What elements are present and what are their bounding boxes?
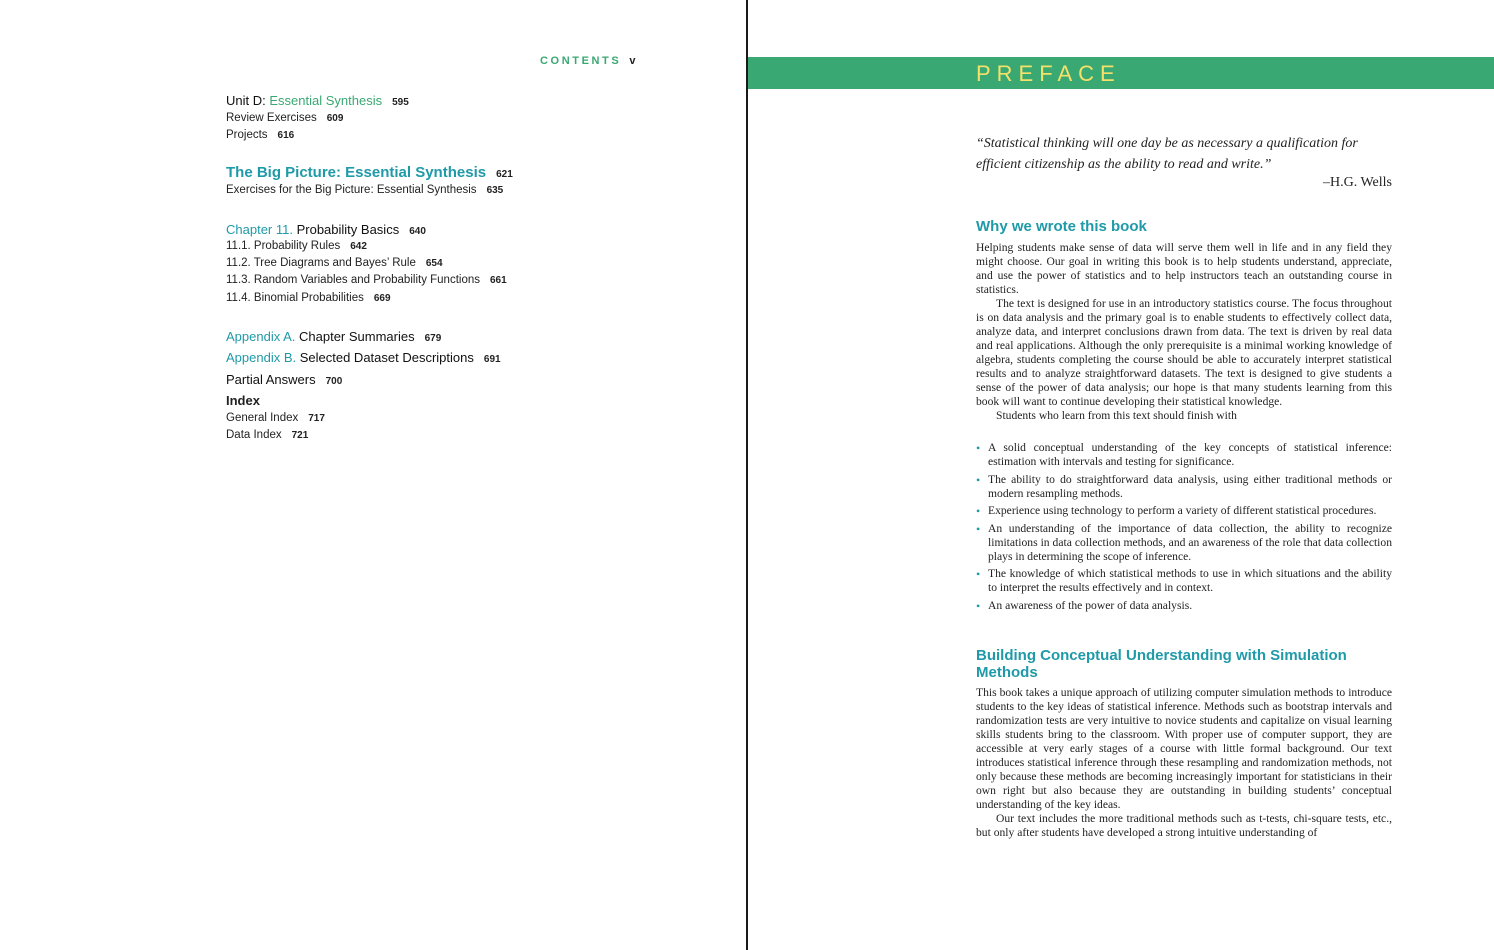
toc-prefix: Unit D: xyxy=(226,93,266,108)
toc-title: Chapter Summaries xyxy=(299,329,415,344)
list-item: • A solid conceptual understanding of the key concepts of statistical inference: estimation with intervals and testing for significance. xyxy=(976,441,1392,469)
toc-title: Exercises for the Big Picture: Essential Synthesis xyxy=(226,184,477,196)
toc-page: 700 xyxy=(325,376,343,387)
toc-page: 609 xyxy=(326,113,344,124)
toc-prefix: Appendix A. xyxy=(226,329,296,344)
left-page xyxy=(0,0,746,950)
toc-page: 654 xyxy=(425,258,443,269)
paragraph: Our text includes the more traditional methods such as t-tests, chi-square tests, etc., but only after students have developed a strong intuitive understanding of xyxy=(976,812,1392,839)
list-item: • The knowledge of which statistical methods to use in which situations and the ability to interpret the results effectively and in context. xyxy=(976,567,1392,595)
section-heading: Why we wrote this book xyxy=(976,218,1147,235)
toc-page: 616 xyxy=(277,130,295,141)
toc-page: 635 xyxy=(486,185,504,196)
right-page xyxy=(748,0,1494,950)
section-heading: Building Conceptual Understanding with Simulation Methods xyxy=(976,647,1347,681)
toc-title: Data Index xyxy=(226,429,282,441)
list-item: • The ability to do straightforward data analysis, using either traditional methods or modern resampling methods. xyxy=(976,473,1392,501)
toc-prefix: Appendix B. xyxy=(226,350,297,365)
toc-entry-big-picture[interactable] xyxy=(226,164,513,181)
chapter-title: PREFACE xyxy=(976,61,1121,86)
running-header-label: CONTENTS xyxy=(540,55,622,67)
section-body xyxy=(976,686,1392,840)
toc-title: Partial Answers xyxy=(226,372,316,387)
section-body xyxy=(976,241,1392,423)
paragraph: This book takes a unique approach of utilizing computer simulation methods to introduce students to the key ideas of statistical inference. Methods such as bootstrap intervals and randomization tests are very intuitive to novice students and capitalize on visual learning skills students bring to the classroom. With proper use of computer support, they are accessible at very early stages of a course with little formal background. Our text introduces statistical inference through these resampling and randomization methods, not only because these methods are becoming increasingly important for statisticians in their own right but also because they are outstanding in building students’ conceptual understanding of the key ideas. xyxy=(976,686,1392,811)
toc-title: Projects xyxy=(226,129,268,141)
toc-entry-appendix-b[interactable] xyxy=(226,350,501,365)
toc-entry-11-2[interactable] xyxy=(226,257,443,269)
toc-title: Selected Dataset Descriptions xyxy=(299,350,474,365)
paragraph: Helping students make sense of data will serve them well in life and in any field they might choose. Our goal in writing this book is to help students understand, appreciate, and use the power of statistics and to help instructors teach an outstanding course in statistics. xyxy=(976,241,1392,296)
chapter-title-band xyxy=(748,57,1494,89)
toc-title: 11.3. Random Variables and Probability Functions xyxy=(226,274,480,286)
toc-entry-unit-d[interactable] xyxy=(226,93,409,108)
toc-title: Probability Basics xyxy=(296,222,400,237)
bullet-list xyxy=(976,441,1392,616)
toc-page: 640 xyxy=(409,226,426,237)
toc-entry-appendix-a[interactable] xyxy=(226,329,441,344)
running-header xyxy=(540,55,635,67)
toc-page: 661 xyxy=(490,275,507,286)
toc-entry-general-index[interactable] xyxy=(226,412,325,424)
toc-page: 621 xyxy=(496,169,513,180)
toc-page: 717 xyxy=(308,413,325,424)
toc-title: 11.1. Probability Rules xyxy=(226,240,341,252)
toc-page: 679 xyxy=(424,333,442,344)
list-item: • An understanding of the importance of data collection, the ability to recognize limitations in data collection methods, and an awareness of the role that data collection plays in determining the scope of inference. xyxy=(976,522,1392,564)
paragraph: The text is designed for use in an introductory statistics course. The focus throughout is on data analysis and the primary goal is to enable students to effectively collect data, analyze data, and interpret conclusions drawn from data. The text is driven by real data and real applications. Although the only prerequisite is a minimal working knowledge of algebra, students completing the course should be able to accurately interpret statistical results and to analyze straightforward datasets. The text is designed to give students a sense of the power of data analysis; our hope is that many students learning from this book will want to continue developing their statistical knowledge. xyxy=(976,297,1392,408)
toc-title: 11.2. Tree Diagrams and Bayes’ Rule xyxy=(226,257,416,269)
toc-prefix: Chapter 11. xyxy=(226,222,293,237)
toc-entry-projects[interactable] xyxy=(226,129,294,141)
list-item: • Experience using technology to perform a variety of different statistical procedures. xyxy=(976,504,1392,518)
toc-entry-data-index[interactable] xyxy=(226,429,308,441)
epigraph-quote: “Statistical thinking will one day be as necessary a qualification for efficient citizenship as the ability to read and write.” xyxy=(976,136,1358,172)
toc-entry-11-3[interactable] xyxy=(226,274,507,286)
toc-page: 721 xyxy=(291,430,309,441)
toc-entry-11-1[interactable] xyxy=(226,240,367,252)
toc-entry-chapter-11[interactable] xyxy=(226,222,426,237)
list-item: • An awareness of the power of data analysis. xyxy=(976,599,1392,613)
toc-title: Review Exercises xyxy=(226,112,317,124)
toc-title: General Index xyxy=(226,412,299,424)
toc-entry-partial-answers[interactable] xyxy=(226,372,342,387)
toc-title: The Big Picture: Essential Synthesis xyxy=(226,164,487,181)
epigraph-attribution: –H.G. Wells xyxy=(1322,175,1392,190)
toc-page: 642 xyxy=(350,241,367,252)
toc-title: Index xyxy=(226,393,260,408)
toc-page: 691 xyxy=(483,354,501,365)
toc-entry-11-4[interactable] xyxy=(226,292,391,304)
toc-page: 669 xyxy=(373,293,391,304)
toc-entry-review-exercises[interactable] xyxy=(226,112,343,124)
toc-title: Essential Synthesis xyxy=(269,93,383,108)
running-header-page: v xyxy=(629,55,636,67)
paragraph: Students who learn from this text should finish with xyxy=(996,409,1237,422)
toc-page: 595 xyxy=(392,97,409,108)
toc-entry-index[interactable] xyxy=(226,393,260,408)
toc-title: 11.4. Binomial Probabilities xyxy=(226,292,364,304)
toc-entry-big-picture-exercises[interactable] xyxy=(226,184,503,196)
